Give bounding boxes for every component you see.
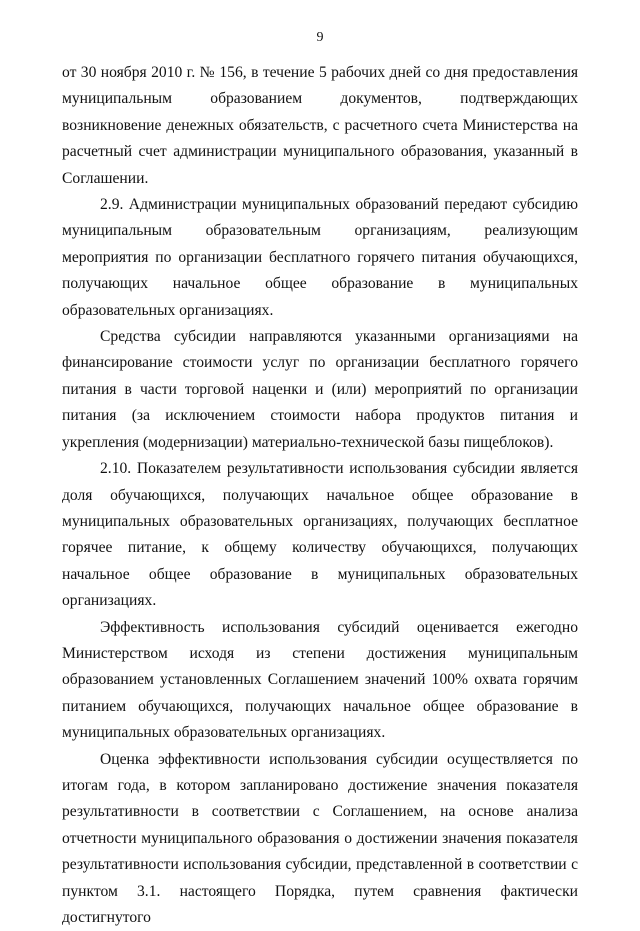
page-number: 9	[316, 30, 324, 45]
document-body	[62, 60, 578, 931]
paragraph-continuation: от 30 ноября 2010 г. № 156, в течение 5 рабочих дней со дня предоставления муниципальным образованием документов, подтверждающих возникновение денежных обязательств, с расчетного счета Министерства на расчетный счет администрации муниципального образования, указанный в Соглашении.	[62, 64, 578, 187]
paragraph-2-10: 2.10. Показателем результативности использования субсидии является доля обучающихся, получающих начальное общее образование в муниципальных образовательных организациях, получающих бесплатное горячее питание, к общему количеству обучающихся, получающих начальное общее образование в муниципальных образовательных организациях.	[62, 460, 578, 610]
paragraph-assessment: Оценка эффективности использования субсидии осуществляется по итогам года, в котором запланировано достижение значения показателя результативности в соответствии с Соглашением, на основе анализа отчетности муниципального образования о достижении значения показателя результативности использования субсидии, представленной в соответствии с пунктом 3.1. настоящего Порядка, путем сравнения фактически достигнутого	[62, 750, 578, 926]
paragraph-subsidy-funds: Средства субсидии направляются указанными организациями на финансирование стоимости услуг по организации бесплатного горячего питания в части торговой наценки и (или) мероприятий по организации питания (за исключением стоимости набора продуктов питания и укрепления (модернизации) материально-технической базы пищеблоков).	[62, 328, 578, 451]
paragraph-efficiency: Эффективность использования субсидий оценивается ежегодно Министерством исходя из степени достижения муниципальным образованием установленных Соглашением значений 100% охвата горячим питанием обучающихся, получающих начальное общее образование в муниципальных образовательных организациях.	[62, 618, 578, 742]
paragraph-2-9: 2.9. Администрации муниципальных образований передают субсидию муниципальным образовательным организациям, реализующим мероприятия по организации бесплатного горячего питания обучающихся, получающих начальное общее образование в муниципальных образовательных организациях.	[62, 196, 578, 319]
